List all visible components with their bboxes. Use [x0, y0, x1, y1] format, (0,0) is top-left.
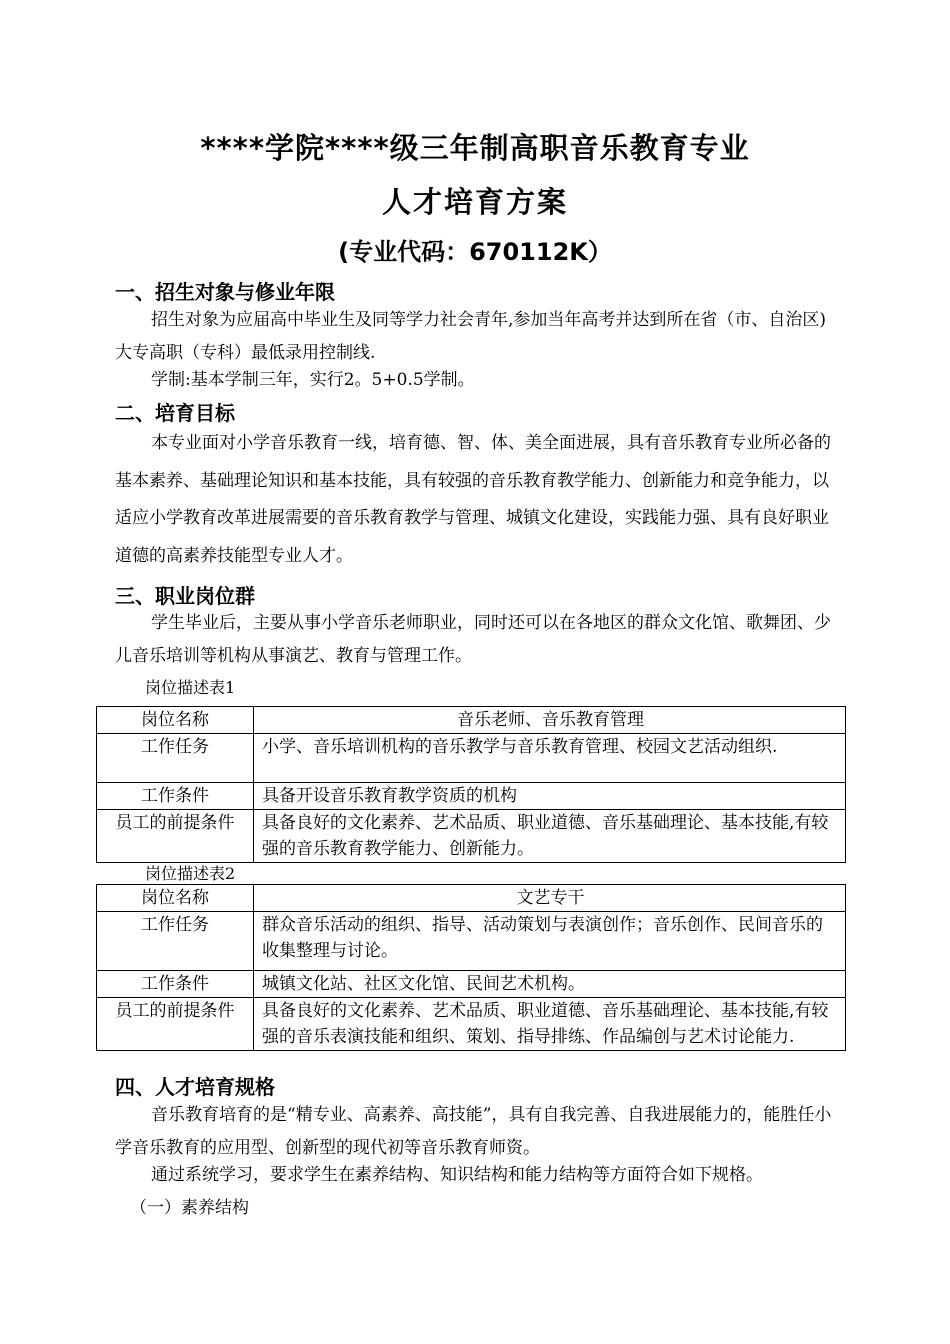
table-row: [97, 912, 846, 971]
table-key-cell: 员工的前提条件: [97, 810, 254, 863]
table-row: [97, 783, 846, 810]
table-row: [97, 707, 846, 734]
position-table-2: [96, 884, 846, 1051]
document-subtitle: 人才培育方案: [381, 185, 568, 219]
table-key-cell: 岗位名称: [97, 707, 254, 734]
table-value-cell: 具备良好的文化素养、艺术品质、职业道德、音乐基础理论、基本技能,有较强的音乐表演技能和组织、策划、指导排练、作品编创与艺术讨论能力.: [254, 998, 846, 1051]
paragraph-structure-intro: 通过系统学习，要求学生在素养结构、知识结构和能力结构等方面符合如下规格。: [151, 1165, 763, 1185]
subsection-heading-quality: （一）素养结构: [130, 1198, 249, 1218]
table-value-cell: 具备良好的文化素养、艺术品质、职业道德、音乐基础理论、基本技能,有较强的音乐教育教学能力、创新能力。: [254, 810, 846, 863]
major-code: (专业代码：670112K）: [338, 238, 612, 266]
section-heading-positions: 三、职业岗位群: [115, 584, 255, 608]
table-row: [97, 734, 846, 783]
table-key-cell: 岗位名称: [97, 885, 254, 912]
table-key-cell: 工作条件: [97, 971, 254, 998]
table-key-cell: 工作条件: [97, 783, 254, 810]
table-value-cell: 群众音乐活动的组织、指导、活动策划与表演创作；音乐创作、民间音乐的收集整理与讨论。: [254, 912, 846, 971]
table-key-cell: 工作任务: [97, 912, 254, 971]
table-caption: 岗位描述表1: [145, 678, 236, 697]
table-row: [97, 885, 846, 912]
section-heading-specifications: 四、人才培育规格: [115, 1075, 275, 1099]
table-value-cell: 文艺专干: [254, 885, 846, 912]
table-key-cell: 工作任务: [97, 734, 254, 783]
paragraph-duration: 学制:基本学制三年，实行2。5+0.5学制。: [151, 370, 475, 390]
section-heading-goals: 二、培育目标: [115, 401, 235, 425]
position-table-1: [96, 706, 846, 863]
table-value-cell: 城镇文化站、社区文化馆、民间艺术机构。: [254, 971, 846, 998]
paragraph-goals: 本专业面对小学音乐教育一线，培育德、智、体、美全面进展，具有音乐教育专业所必备的基本素养、基础理论知识和基本技能，具有较强的音乐教育教学能力、创新能力和竞争能力，以适应小学教育改革进展需要的音乐教育教学与管理、城镇文化建设，实践能力强、具有良好职业道德的高素养技能型专业人才。: [115, 433, 831, 566]
table-row: [97, 998, 846, 1051]
document-title: ****学院****级三年制高职音乐教育专业: [200, 131, 750, 165]
table-caption: 岗位描述表2: [145, 864, 236, 883]
table-value-cell: 音乐老师、音乐教育管理: [254, 707, 846, 734]
table-value-cell: 小学、音乐培训机构的音乐教学与音乐教育管理、校园文艺活动组织.: [254, 734, 846, 783]
paragraph-specifications: 音乐教育培育的是“精专业、高素养、高技能”，具有自我完善、自我进展能力的，能胜任小学音乐教育的应用型、创新型的现代初等音乐教育师资。: [115, 1105, 832, 1158]
table-row: [97, 971, 846, 998]
table-row: [97, 810, 846, 863]
paragraph-positions: 学生毕业后，主要从事小学音乐老师职业，同时还可以在各地区的群众文化馆、歌舞团、少儿音乐培训等机构从事演艺、教育与管理工作。: [115, 613, 831, 666]
table-key-cell: 员工的前提条件: [97, 998, 254, 1051]
section-heading-enrollment: 一、招生对象与修业年限: [115, 280, 335, 304]
table-value-cell: 具备开设音乐教育教学资质的机构: [254, 783, 846, 810]
paragraph-enrollment: 招生对象为应届高中毕业生及同等学力社会青年,参加当年高考并达到所在省（市、自治区)大专高职（专科）最低录用控制线.: [115, 310, 827, 363]
